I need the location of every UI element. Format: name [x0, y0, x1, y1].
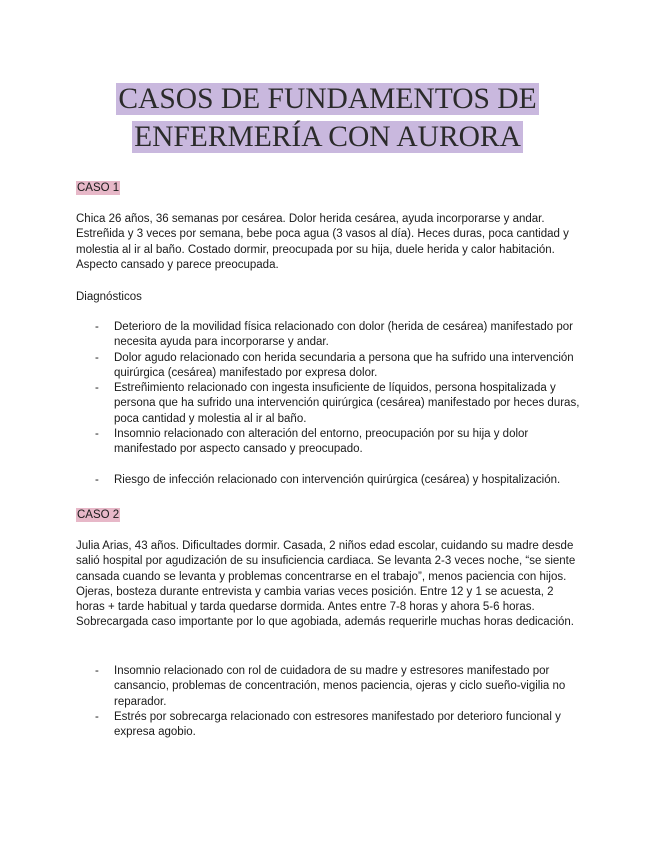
case-1-label: CASO 1: [77, 182, 120, 194]
title-line-1: CASOS DE FUNDAMENTOS DE: [118, 83, 537, 115]
case-2-label: CASO 2: [77, 509, 120, 521]
list-item: [76, 664, 581, 710]
list-item: [76, 473, 581, 488]
list-item: [76, 381, 581, 427]
bullet-dash: -: [95, 382, 99, 395]
bullet-dash: -: [95, 665, 99, 677]
bullet-dash: -: [95, 351, 99, 364]
diagnosis-text: Riesgo de infección relacionado con intervención quirúrgica (cesárea) y hospitalización.: [114, 473, 561, 486]
bullet-dash: -: [95, 710, 99, 723]
bullet-dash: -: [95, 473, 99, 486]
diagnosis-text: Estreñimiento relacionado con ingesta insuficiente de líquidos, persona hospitalizada y persona que ha sufrido una intervención quirúrgica (cesárea) manifestado por heces duras, poca cantidad y molestia al ir al baño.: [114, 382, 580, 425]
diagnosis-text: Insomnio relacionado con alteración del entorno, preocupación por su hija y dolor manifestado por aspecto cansado y preocupado.: [114, 428, 529, 456]
title-line-2: ENFERMERÍA CON AURORA: [134, 121, 521, 153]
case-2-diagnostics-list: [76, 664, 581, 740]
diagnosis-text: Insomnio relacionado con rol de cuidadora de su madre y estresores manifestado por cansancio, problemas de concentración, menos paciencia, ojeras y ciclo sueño-vigilia no reparador.: [114, 665, 566, 708]
list-item: [76, 351, 581, 382]
bullet-dash: -: [95, 321, 99, 333]
list-item: [76, 710, 581, 741]
case-1-description: Chica 26 años, 36 semanas por cesárea. Dolor herida cesárea, ayuda incorporarse y andar. Estreñida y 3 veces por semana, bebe poca agua (3 vasos al día). Heces duras, poca cantidad y molestia al ir al baño. Costado dormir, preocupada por su hija, duele herida y calor habitación. Aspecto cansado y parece preocupada.: [76, 213, 569, 271]
diagnosis-text: Estrés por sobrecarga relacionado con estresores manifestado por deterioro funcional y expresa agobio.: [114, 710, 561, 739]
list-item: [76, 427, 581, 458]
document-title: [0, 80, 655, 156]
diagnosis-text: Dolor agudo relacionado con herida secundaria a persona que ha sufrido una intervención quirúrgica (cesárea) manifestado por expresa dolor.: [114, 351, 574, 379]
bullet-dash: -: [95, 428, 99, 441]
diagnostics-heading: Diagnósticos: [76, 291, 142, 303]
list-item: [76, 320, 581, 351]
diagnosis-text: Deterioro de la movilidad física relacionado con dolor (herida de cesárea) manifestado por necesita ayuda para incorporarse y andar.: [114, 321, 573, 349]
case-1-diagnostics-list: [76, 320, 581, 488]
case-2-description: Julia Arias, 43 años. Dificultades dormir. Casada, 2 niños edad escolar, cuidando su madre desde salió hospital por agudización de su insuficiencia cardiaca. Se levanta 2-3 veces noche, “se siente cansada cuando se levanta y problemas concentrarse en el trabajo”, menos paciencia con hijos. Ojeras, bosteza durante entrevista y cambia varias veces posición. Entre 12 y 1 se acuesta, 2 horas + tarde habitual y tarda quedarse dormida. Antes entre 7-8 horas y ahora 5-6 horas. Sobrecargada caso importante por lo que agobiada, además requerirle muchas horas dedicación.: [76, 540, 576, 629]
